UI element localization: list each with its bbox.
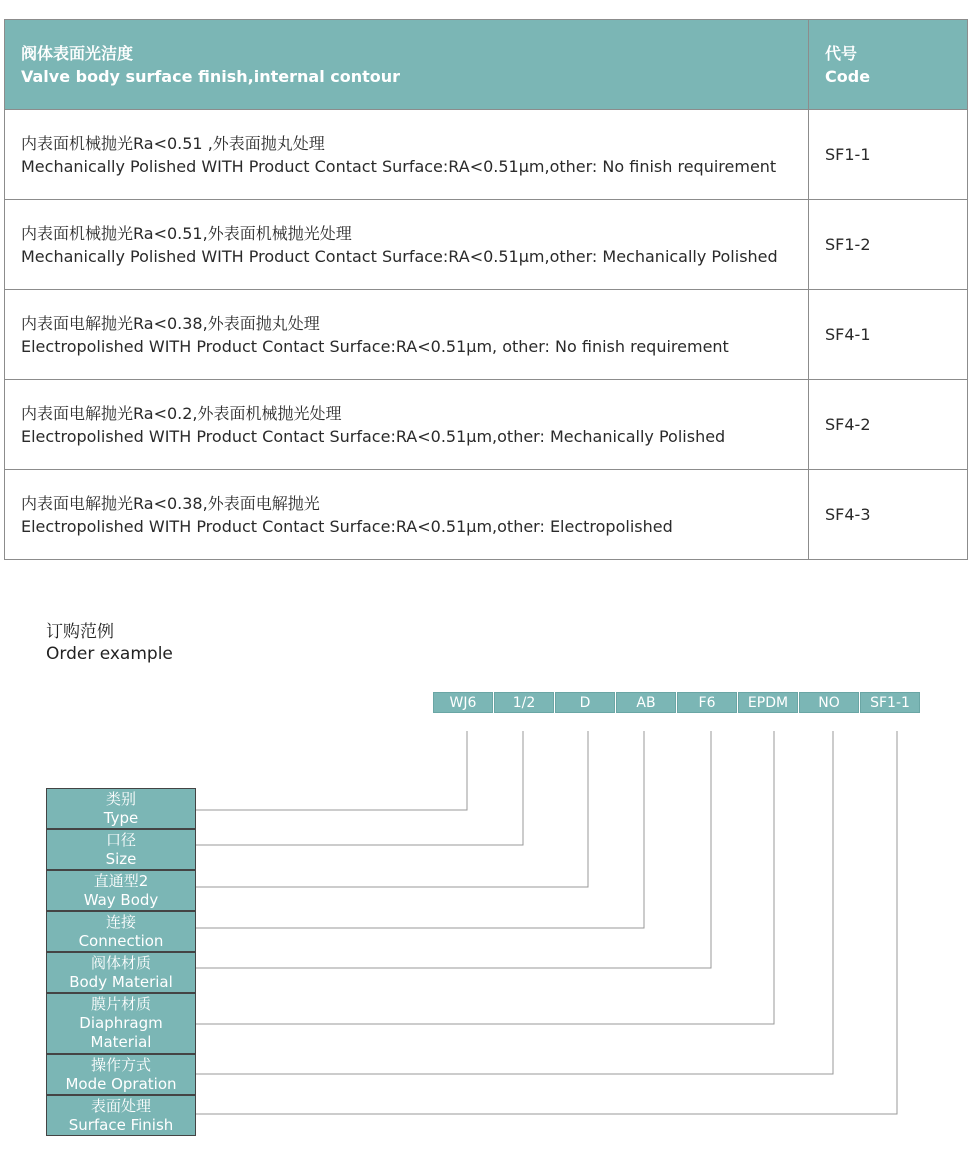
row-code: SF4-3 bbox=[809, 470, 968, 560]
connector-line bbox=[196, 731, 774, 1024]
row-description bbox=[5, 110, 809, 200]
order-title-cn: 订购范例 bbox=[46, 622, 114, 642]
label-type bbox=[46, 788, 196, 829]
connector-line bbox=[196, 731, 644, 928]
label-cn: 口径 bbox=[105, 830, 136, 849]
label-cn: 连接 bbox=[105, 912, 136, 931]
label-en: Diaphragm Material bbox=[79, 1014, 163, 1051]
header-en: Valve body surface finish,internal contour bbox=[21, 66, 401, 86]
row-code: SF1-2 bbox=[809, 200, 968, 290]
code-box-body: D bbox=[555, 692, 615, 713]
table-header-row bbox=[5, 20, 968, 110]
order-label-column bbox=[46, 788, 196, 1136]
label-en: Type bbox=[103, 808, 139, 827]
label-diaphragm-material bbox=[46, 993, 196, 1054]
header-code-en: Code bbox=[825, 66, 871, 86]
table-row bbox=[5, 290, 968, 380]
row-cn: 内表面电解抛光Ra<0.2,外表面机械抛光处理 bbox=[21, 403, 342, 423]
label-en: Size bbox=[105, 849, 137, 868]
order-example-title bbox=[46, 621, 173, 665]
label-connection bbox=[46, 911, 196, 952]
row-description bbox=[5, 380, 809, 470]
connector-line bbox=[196, 731, 711, 968]
connector-line bbox=[196, 731, 523, 845]
surface-finish-table bbox=[4, 19, 968, 560]
label-way-body bbox=[46, 870, 196, 911]
connector-line bbox=[196, 731, 588, 887]
row-code: SF4-1 bbox=[809, 290, 968, 380]
connector-line bbox=[196, 731, 897, 1114]
order-title-en: Order example bbox=[46, 644, 173, 664]
label-cn: 类别 bbox=[105, 789, 136, 808]
code-box-size: 1/2 bbox=[494, 692, 554, 713]
label-en: Mode Opration bbox=[65, 1074, 177, 1093]
row-en: Mechanically Polished WITH Product Contact Surface:RA<0.51μm,other: No finish requirement bbox=[21, 156, 777, 176]
header-cn: 阀体表面光洁度 bbox=[21, 43, 134, 63]
header-code bbox=[809, 20, 968, 110]
code-box-connection: AB bbox=[616, 692, 676, 713]
row-cn: 内表面机械抛光Ra<0.51,外表面机械抛光处理 bbox=[21, 223, 352, 243]
row-description bbox=[5, 290, 809, 380]
row-code: SF1-1 bbox=[809, 110, 968, 200]
row-description bbox=[5, 200, 809, 290]
row-en: Electropolished WITH Product Contact Surface:RA<0.51μm, other: No finish requirement bbox=[21, 336, 729, 356]
label-mode bbox=[46, 1054, 196, 1095]
header-code-cn: 代号 bbox=[825, 43, 858, 63]
table-row bbox=[5, 380, 968, 470]
label-cn: 操作方式 bbox=[90, 1055, 151, 1074]
table-row bbox=[5, 110, 968, 200]
connector-line bbox=[196, 731, 467, 810]
code-box-diaphragm: EPDM bbox=[738, 692, 798, 713]
label-surface-finish bbox=[46, 1095, 196, 1136]
label-cn: 阀体材质 bbox=[90, 953, 151, 972]
table-row bbox=[5, 470, 968, 560]
label-en: Body Material bbox=[69, 972, 173, 991]
code-box-body-material: F6 bbox=[677, 692, 737, 713]
row-code: SF4-2 bbox=[809, 380, 968, 470]
row-cn: 内表面电解抛光Ra<0.38,外表面抛丸处理 bbox=[21, 313, 320, 333]
row-cn: 内表面电解抛光Ra<0.38,外表面电解抛光 bbox=[21, 493, 320, 513]
label-en: Connection bbox=[78, 931, 164, 950]
row-en: Mechanically Polished WITH Product Contact Surface:RA<0.51μm,other: Mechanically Polished bbox=[21, 246, 778, 266]
label-en: Way Body bbox=[83, 890, 159, 909]
code-box-mode: NO bbox=[799, 692, 859, 713]
row-en: Electropolished WITH Product Contact Surface:RA<0.51μm,other: Electropolished bbox=[21, 516, 673, 536]
row-cn: 内表面机械抛光Ra<0.51 ,外表面抛丸处理 bbox=[21, 133, 325, 153]
label-cn: 膜片材质 bbox=[90, 995, 151, 1013]
row-description bbox=[5, 470, 809, 560]
code-box-type: WJ6 bbox=[433, 692, 493, 713]
label-size bbox=[46, 829, 196, 870]
code-box-surface: SF1-1 bbox=[860, 692, 920, 713]
connector-line bbox=[196, 731, 833, 1074]
label-cn: 表面处理 bbox=[90, 1096, 151, 1115]
header-description bbox=[5, 20, 809, 110]
order-code-strip bbox=[433, 692, 921, 713]
label-en: Surface Finish bbox=[68, 1115, 174, 1134]
label-body-material bbox=[46, 952, 196, 993]
table-row bbox=[5, 200, 968, 290]
label-cn: 直通型2 bbox=[93, 871, 149, 890]
row-en: Electropolished WITH Product Contact Surface:RA<0.51μm,other: Mechanically Polished bbox=[21, 426, 726, 446]
